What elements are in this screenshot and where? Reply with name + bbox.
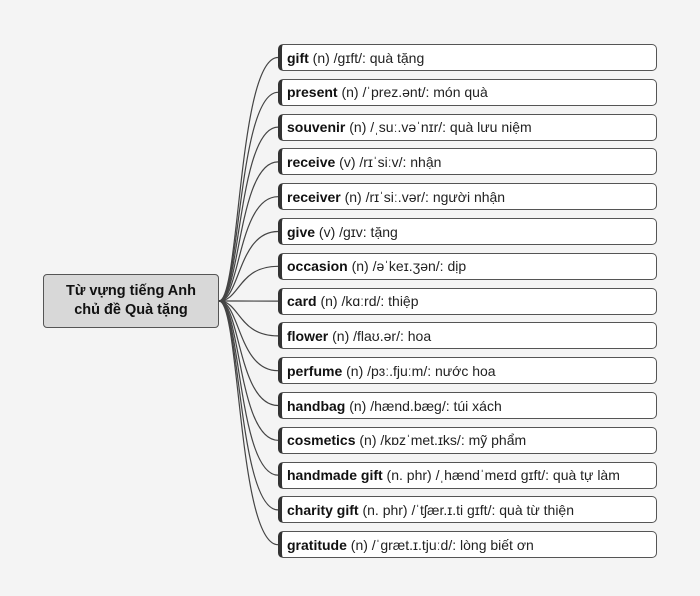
vocab-word: souvenir	[287, 119, 346, 136]
central-topic-line-2: chủ đề Quà tặng	[74, 302, 188, 318]
connector-line	[219, 92, 278, 301]
central-topic-node	[43, 274, 219, 328]
connector-line	[219, 301, 278, 510]
vocab-definition: (n) /ˈprez.ənt/: món quà	[337, 84, 488, 101]
vocab-definition: (n) /gɪft/: quà tặng	[308, 49, 425, 66]
vocab-definition: (n) /kɒzˈmet.ɪks/: mỹ phẩm	[355, 432, 527, 449]
vocab-definition: (n) /əˈkeɪ.ʒən/: dịp	[347, 258, 467, 275]
vocab-item	[278, 322, 657, 349]
vocab-word: perfume	[287, 362, 343, 379]
vocab-item	[278, 531, 657, 558]
vocab-item	[278, 462, 657, 489]
vocab-definition: (v) /ɡɪv: tặng	[315, 223, 398, 240]
vocab-definition: (n) /kɑːrd/: thiệp	[316, 293, 419, 310]
vocab-definition: (n) /flaʊ.ər/: hoa	[328, 327, 432, 344]
vocab-definition: (n. phr) /ˌhændˈmeɪd ɡɪft/: quà tự làm	[382, 467, 620, 484]
vocab-definition: (n) /ˈɡræt.ɪ.tjuːd/: lòng biết ơn	[346, 536, 534, 553]
vocab-word: handmade gift	[287, 467, 383, 484]
vocab-item	[278, 148, 657, 175]
vocab-definition: (n) /rɪˈsiː.vər/: người nhận	[340, 188, 506, 205]
central-topic-line-1: Từ vựng tiếng Anh	[65, 283, 196, 299]
vocab-item	[278, 44, 657, 71]
vocab-definition: (v) /rɪˈsiːv/: nhận	[335, 153, 442, 170]
vocab-word: present	[287, 84, 338, 101]
vocab-item	[278, 427, 657, 454]
vocab-word: flower	[287, 327, 329, 344]
vocab-word: gift	[287, 49, 309, 66]
vocab-word: card	[287, 293, 317, 310]
vocab-definition: (n) /pɜː.fjuːm/: nước hoa	[342, 362, 496, 379]
vocab-definition: (n) /hænd.bæɡ/: túi xách	[345, 397, 502, 414]
vocab-item	[278, 357, 657, 384]
connector-line	[219, 162, 278, 301]
vocab-item	[278, 392, 657, 419]
vocab-word: charity gift	[287, 501, 359, 518]
vocab-item	[278, 183, 657, 210]
connector-line	[219, 301, 278, 440]
vocab-item	[278, 496, 657, 523]
vocab-item	[278, 218, 657, 245]
vocab-definition: (n) /ˌsuː.vəˈnɪr/: quà lưu niệm	[345, 119, 532, 136]
vocab-word: occasion	[287, 258, 348, 275]
vocab-word: receive	[287, 153, 336, 170]
vocab-word: gratitude	[287, 536, 347, 553]
vocab-item	[278, 114, 657, 141]
vocab-item	[278, 79, 657, 106]
vocab-word: give	[287, 223, 316, 240]
vocab-item	[278, 253, 657, 280]
vocab-word: handbag	[287, 397, 346, 414]
vocab-item	[278, 288, 657, 315]
vocab-word: cosmetics	[287, 432, 356, 449]
vocab-definition: (n. phr) /ˈtʃær.ɪ.ti ɡɪft/: quà từ thiện	[358, 501, 574, 518]
vocab-word: receiver	[287, 188, 341, 205]
